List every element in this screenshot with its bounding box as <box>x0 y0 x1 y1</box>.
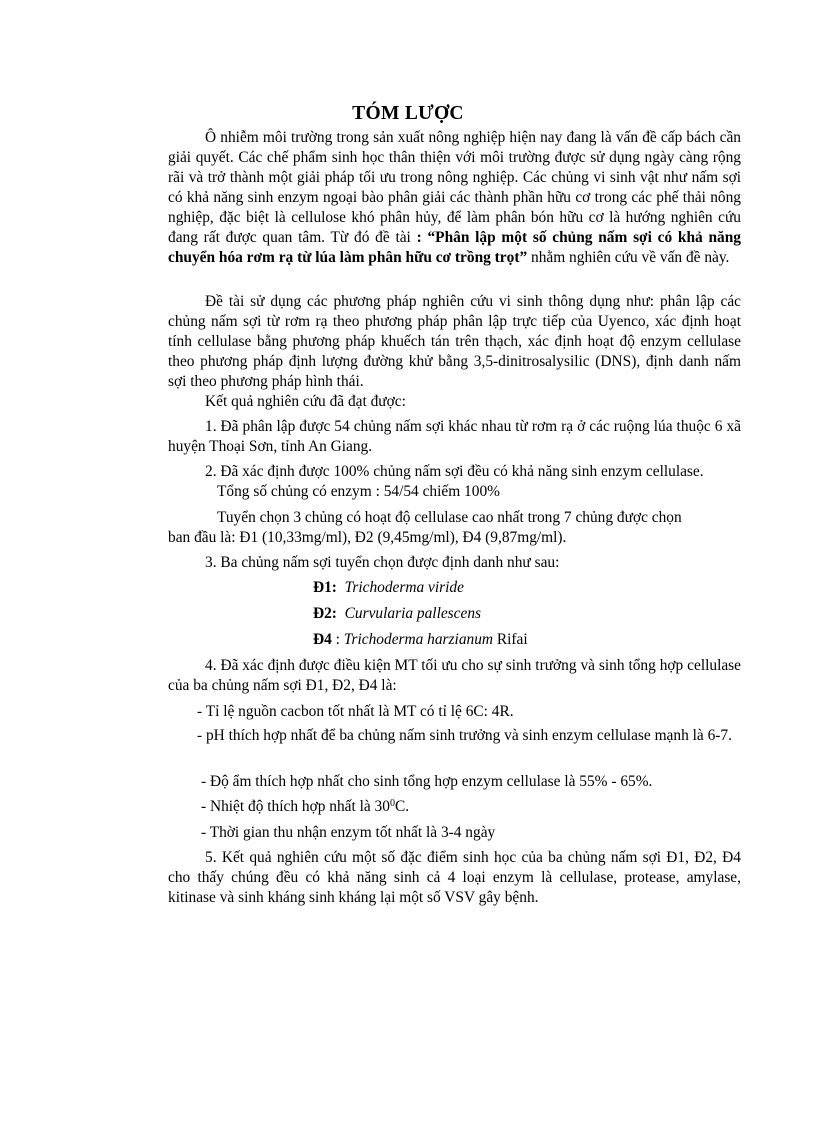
methods-paragraph: Đề tài sử dụng các phương pháp nghiên cứu vi sinh thông dụng như: phân lập các chủng nấm sợi từ rơm rạ theo phương pháp phân lập trực tiếp của Uyenco, xác định hoạt tính cellulase bằng phương pháp khuếch tán trên thạch, xác định hoạt độ enzym cellulase theo phương pháp định lượng đường khử bằng 3,5-dinitrosalysilic (DNS), định danh nấm sợi theo phương pháp hình thái. <box>168 293 741 390</box>
result-4: 4. Đã xác định được điều kiện MT tối ưu cho sự sinh trưởng và sinh tổng hợp cellulase của ba chủng nấm sợi Đ1, Đ2, Đ4 là: <box>168 657 741 694</box>
temperature-text: - Nhiệt độ thích hợp nhất là 30 <box>201 798 390 815</box>
result-3: 3. Ba chủng nấm sợi tuyển chọn được định danh như sau: <box>205 554 560 571</box>
condition-temperature <box>201 797 409 817</box>
topic-title: : “Phân lập một số chủng nấm sợi có khả năng chuyển hóa rơm rạ từ lúa làm phân hữu cơ trồng trọt” <box>168 229 741 266</box>
condition-time: - Thời gian thu nhận enzym tốt nhất là 3-4 ngày <box>201 824 496 841</box>
strain-author: Rifai <box>493 631 528 648</box>
strain-name: Trichoderma viride <box>344 579 464 596</box>
strain-name: Curvularia pallescens <box>344 605 482 622</box>
condition-humidity: - Độ ẩm thích hợp nhất cho sinh tổng hợp enzym cellulase là 55% - 65%. <box>201 773 653 790</box>
page-title: TÓM LƯỢC <box>352 103 464 124</box>
intro-text-end: nhằm nghiên cứu về vấn đề này. <box>531 249 730 266</box>
result-5: 5. Kết quả nghiên cứu một số đặc điểm sinh học của ba chủng nấm sợi Đ1, Đ2, Đ4 cho thấy chúng đều có khả năng sinh cả 4 loại enzym là cellulase, protease, amylase, kitinase và sinh kháng sinh kháng lại một số VSV gây bệnh. <box>168 849 741 906</box>
strain-name: Trichoderma harzianum <box>343 631 494 648</box>
selection-line-1: Tuyển chọn 3 chủng có hoạt độ cellulase cao nhất trong 7 chủng được chọn <box>217 509 682 526</box>
strain-code: Đ2: <box>313 605 337 622</box>
strain-d4 <box>313 630 528 650</box>
result-2: 2. Đã xác định được 100% chủng nấm sợi đều có khả năng sinh enzym cellulase. <box>205 463 704 480</box>
strain-code: Đ1: <box>313 579 337 596</box>
selection-line-2: ban đầu là: Đ1 (10,33mg/ml), Đ2 (9,45mg/ml), Đ4 (9,87mg/ml). <box>168 529 567 546</box>
degree-sup: 0 <box>389 798 395 809</box>
condition-ph-text: - pH thích hợp nhất để ba chủng nấm sinh trưởng và sinh enzym cellulase mạnh là 6-7. <box>197 727 732 744</box>
result-1: 1. Đã phân lập được 54 chủng nấm sợi khác nhau từ rơm rạ ở các ruộng lúa thuộc 6 xã huyện Thoại Sơn, tỉnh An Giang. <box>168 418 741 455</box>
strain-separator: : <box>331 631 344 648</box>
intro-paragraph <box>168 128 741 268</box>
strain-code: Đ4 <box>313 631 332 648</box>
strain-d1 <box>313 578 464 598</box>
result-2-total: Tổng số chủng có enzym : 54/54 chiếm 100% <box>217 483 500 500</box>
strain-d2 <box>313 604 481 624</box>
condition-ph <box>197 726 741 746</box>
results-heading: Kết quả nghiên cứu đã đạt được: <box>205 393 406 410</box>
condition-carbon: - Tỉ lệ nguồn cacbon tốt nhất là MT có tỉ lệ 6C: 4R. <box>197 703 514 720</box>
intro-text: Ô nhiễm môi trường trong sản xuất nông nghiệp hiện nay đang là vấn đề cấp bách cần giải quyết. Các chế phẩm sinh học thân thiện với môi trường được sử dụng ngày càng rộng rãi và trở thành một giải pháp tối ưu trong nông nghiệp. Các chủng vi sinh vật như nấm sợi có khả năng sinh enzym ngoại bào phân giải các thành phần hữu cơ trong các phế thải nông nghiệp, đặc biệt là cellulose khó phân hủy, để làm phân bón hữu cơ là hướng nghiên cứu đang rất được quan tâm. Từ đó đề tài <box>168 129 741 246</box>
temperature-unit: C. <box>394 798 410 815</box>
